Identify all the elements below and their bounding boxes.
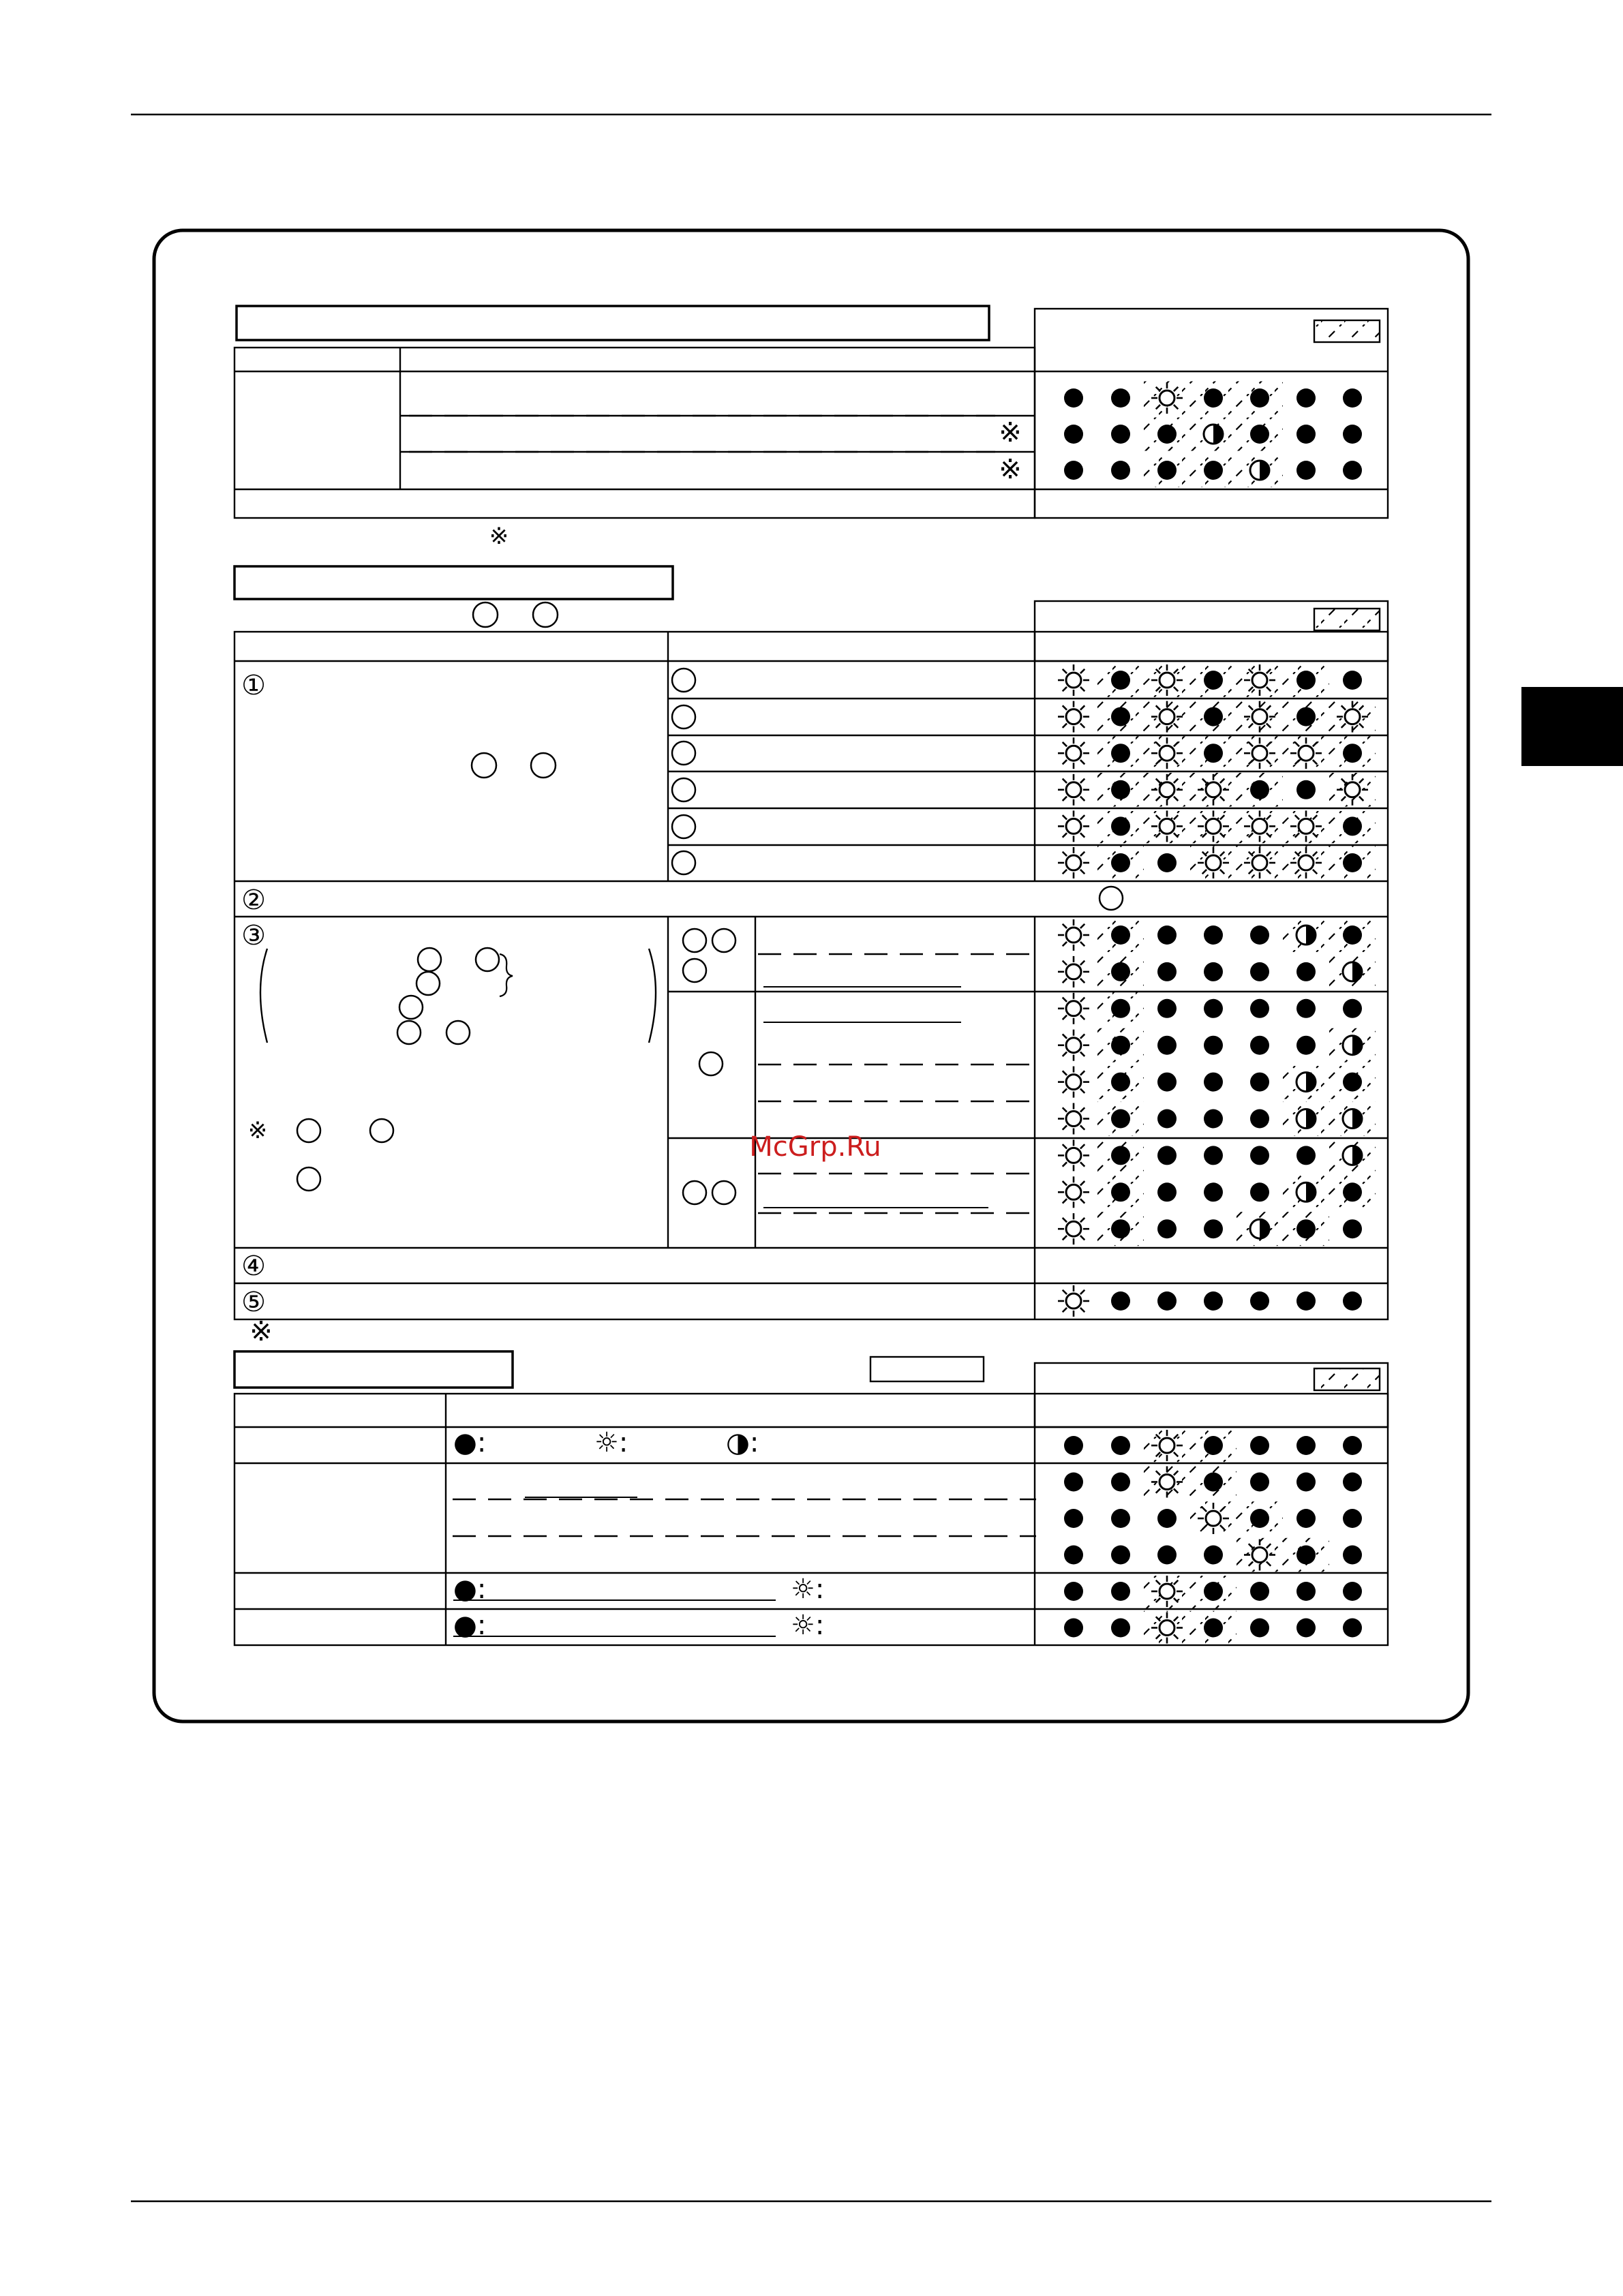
led-on-icon xyxy=(1343,388,1362,408)
led-on-icon xyxy=(1064,1619,1083,1638)
led-on-icon xyxy=(1111,1146,1130,1165)
led-on-icon xyxy=(1111,1509,1130,1528)
led-on-icon xyxy=(1111,1473,1130,1492)
note-mark: ※ xyxy=(247,1117,268,1144)
led-row xyxy=(1064,1501,1362,1535)
section-2-title-box xyxy=(234,566,673,599)
led-on-icon xyxy=(1157,853,1177,872)
led-flash-icon xyxy=(1151,774,1183,806)
led-row xyxy=(1058,1175,1376,1209)
led-on-icon xyxy=(1343,461,1362,480)
led-on-icon xyxy=(1296,962,1316,981)
led-on-icon xyxy=(1250,999,1269,1018)
led-on-icon xyxy=(1111,1546,1130,1565)
led-on-icon xyxy=(1343,816,1362,836)
section-1-led-rows xyxy=(1064,382,1362,487)
led-on-icon xyxy=(1296,1146,1316,1165)
section-3-title-box xyxy=(234,1351,513,1388)
led-row xyxy=(1058,736,1376,770)
note-mark: ※ xyxy=(999,417,1022,448)
note-mark: ※ xyxy=(999,454,1022,485)
led-on-icon xyxy=(1157,1109,1177,1129)
led-on-icon xyxy=(1204,962,1223,981)
led-on-icon xyxy=(1111,671,1130,690)
section-2-led-rows xyxy=(1058,663,1376,1317)
led-on-icon xyxy=(1157,1073,1177,1092)
section-3-sub-box xyxy=(870,1357,984,1381)
led-on-icon xyxy=(1204,461,1223,480)
led-on-icon xyxy=(1343,1473,1362,1492)
led-on-icon xyxy=(1204,671,1223,690)
led-on-icon xyxy=(1250,1291,1269,1311)
led-on-icon xyxy=(1111,999,1130,1018)
led-on-icon xyxy=(1204,1146,1223,1165)
led-row xyxy=(1064,1428,1362,1463)
led-on-icon xyxy=(1296,707,1316,726)
led-on-icon xyxy=(1343,853,1362,872)
led-on-icon xyxy=(1343,1619,1362,1638)
led-on-icon xyxy=(1250,1182,1269,1201)
led-on-icon xyxy=(1296,1291,1316,1311)
led-on-icon xyxy=(1343,1436,1362,1455)
led-on-icon xyxy=(1250,1436,1269,1455)
led-on-icon xyxy=(1157,999,1177,1018)
led-row xyxy=(1064,382,1362,415)
led-on-icon xyxy=(1064,1509,1083,1528)
led-on-icon xyxy=(1111,1109,1130,1129)
led-on-icon xyxy=(1157,925,1177,945)
led-flash-icon xyxy=(1290,810,1322,842)
led-on-icon xyxy=(1343,999,1362,1018)
led-on-icon xyxy=(1296,1509,1316,1528)
hatch-legend-swatch xyxy=(1314,1368,1380,1390)
led-on-icon xyxy=(1343,1546,1362,1565)
legend-flash: ☼: xyxy=(791,1574,825,1605)
led-on-icon xyxy=(1157,1219,1177,1238)
led-half-icon xyxy=(1250,1219,1269,1238)
led-on-icon xyxy=(1111,1436,1130,1455)
led-row xyxy=(1064,1611,1362,1645)
led-flash-icon xyxy=(1198,810,1229,842)
led-on-icon xyxy=(1157,461,1177,480)
led-on-icon xyxy=(1296,780,1316,799)
led-on-icon xyxy=(1111,780,1130,799)
led-flash-icon xyxy=(1058,1139,1089,1171)
led-on-icon xyxy=(1157,962,1177,981)
led-on-icon xyxy=(1204,1036,1223,1055)
led-flash-icon xyxy=(1058,664,1089,696)
led-on-icon xyxy=(1157,1182,1177,1201)
led-on-icon xyxy=(1204,925,1223,945)
led-on-icon xyxy=(1111,1582,1130,1601)
led-on-icon xyxy=(1111,707,1130,726)
led-row xyxy=(1058,955,1376,989)
led-row xyxy=(1058,663,1362,697)
led-flash-icon xyxy=(1337,701,1368,733)
led-flash-icon xyxy=(1290,737,1322,769)
led-row xyxy=(1058,1028,1376,1062)
section-2 xyxy=(234,566,1388,1347)
led-flash-icon xyxy=(1244,847,1275,878)
note-mark: ※ xyxy=(489,523,509,550)
led-row xyxy=(1058,1285,1362,1317)
led-on-icon xyxy=(1204,1291,1223,1311)
led-flash-icon xyxy=(1151,1430,1183,1461)
led-half-icon xyxy=(1343,1146,1362,1165)
step-3-number: ③ xyxy=(241,920,266,951)
led-on-icon xyxy=(1157,1036,1177,1055)
led-on-icon xyxy=(1204,1436,1223,1455)
led-on-icon xyxy=(1064,461,1083,480)
section-1 xyxy=(234,306,1388,550)
led-on-icon xyxy=(1250,1036,1269,1055)
led-on-icon xyxy=(1204,999,1223,1018)
section-1-table xyxy=(234,348,1035,518)
led-on-icon xyxy=(1064,1473,1083,1492)
led-row xyxy=(1058,1138,1376,1172)
led-on-icon xyxy=(1296,1219,1316,1238)
led-flash-icon xyxy=(1058,847,1089,878)
legend-on: ●: xyxy=(453,1574,487,1605)
led-on-icon xyxy=(1204,707,1223,726)
led-half-icon xyxy=(1296,1109,1316,1129)
led-on-icon xyxy=(1343,1073,1362,1092)
led-half-icon xyxy=(1343,962,1362,981)
led-row xyxy=(1064,1465,1362,1499)
led-row xyxy=(1064,454,1362,487)
led-on-icon xyxy=(1204,1073,1223,1092)
led-on-icon xyxy=(1064,1546,1083,1565)
led-flash-icon xyxy=(1058,1030,1089,1061)
led-row xyxy=(1058,1102,1376,1136)
led-on-icon xyxy=(1111,388,1130,408)
watermark: McGrp.Ru xyxy=(749,1131,881,1163)
section-3 xyxy=(234,1351,1388,1645)
led-on-icon xyxy=(1204,1219,1223,1238)
led-on-icon xyxy=(1250,1473,1269,1492)
led-on-icon xyxy=(1157,1546,1177,1565)
section-tab xyxy=(1521,687,1623,766)
led-on-icon xyxy=(1204,1546,1223,1565)
led-on-icon xyxy=(1204,388,1223,408)
led-on-icon xyxy=(1296,1436,1316,1455)
led-flash-icon xyxy=(1244,737,1275,769)
led-on-icon xyxy=(1343,925,1362,945)
led-half-icon xyxy=(1343,1036,1362,1055)
led-flash-icon xyxy=(1198,1503,1229,1534)
led-on-icon xyxy=(1250,925,1269,945)
led-flash-icon xyxy=(1151,382,1183,414)
led-on-icon xyxy=(1204,1619,1223,1638)
led-on-icon xyxy=(1296,461,1316,480)
led-flash-icon xyxy=(1058,1067,1089,1098)
led-flash-icon xyxy=(1058,956,1089,988)
led-on-icon xyxy=(1250,780,1269,799)
led-on-icon xyxy=(1296,999,1316,1018)
hatch-legend-swatch xyxy=(1314,320,1380,342)
legend-flash: ☼: xyxy=(791,1610,825,1641)
section-3-led-rows xyxy=(1064,1428,1362,1644)
led-half-icon xyxy=(1296,1073,1316,1092)
hatch-legend-swatch xyxy=(1314,609,1380,630)
led-on-icon xyxy=(1296,1582,1316,1601)
led-on-icon xyxy=(1204,1182,1223,1201)
led-on-icon xyxy=(1064,1436,1083,1455)
led-on-icon xyxy=(1343,1219,1362,1238)
led-row xyxy=(1058,1065,1376,1099)
led-flash-icon xyxy=(1058,774,1089,806)
led-on-icon xyxy=(1343,671,1362,690)
led-flash-icon xyxy=(1058,919,1089,951)
led-on-icon xyxy=(1204,744,1223,763)
led-on-icon xyxy=(1296,1546,1316,1565)
led-on-icon xyxy=(1343,1509,1362,1528)
led-on-icon xyxy=(1064,425,1083,444)
led-on-icon xyxy=(1250,1146,1269,1165)
legend-flash: ☼: xyxy=(594,1427,628,1458)
led-row xyxy=(1064,418,1362,451)
led-row xyxy=(1058,1212,1362,1246)
led-on-icon xyxy=(1250,1509,1269,1528)
led-flash-icon xyxy=(1151,664,1183,696)
led-flash-icon xyxy=(1244,1540,1275,1571)
legend-on: ●: xyxy=(453,1610,487,1641)
led-on-icon xyxy=(1111,853,1130,872)
led-flash-icon xyxy=(1198,774,1229,806)
led-on-icon xyxy=(1111,1036,1130,1055)
led-on-icon xyxy=(1111,425,1130,444)
led-on-icon xyxy=(1157,1146,1177,1165)
led-on-icon xyxy=(1296,671,1316,690)
led-flash-icon xyxy=(1058,737,1089,769)
led-half-icon xyxy=(1343,1109,1362,1129)
led-on-icon xyxy=(1111,1619,1130,1638)
led-on-icon xyxy=(1296,388,1316,408)
led-on-icon xyxy=(1111,744,1130,763)
led-flash-icon xyxy=(1151,737,1183,769)
led-row xyxy=(1064,1538,1362,1572)
led-on-icon xyxy=(1111,925,1130,945)
led-on-icon xyxy=(1296,425,1316,444)
led-on-icon xyxy=(1250,425,1269,444)
led-half-icon xyxy=(1204,425,1223,444)
led-row xyxy=(1058,846,1376,880)
led-flash-icon xyxy=(1337,774,1368,806)
led-flash-icon xyxy=(1058,1176,1089,1208)
led-flash-icon xyxy=(1151,1612,1183,1644)
led-on-icon xyxy=(1111,461,1130,480)
led-on-icon xyxy=(1250,962,1269,981)
led-on-icon xyxy=(1296,1473,1316,1492)
led-flash-icon xyxy=(1244,664,1275,696)
led-on-icon xyxy=(1250,1582,1269,1601)
led-flash-icon xyxy=(1058,701,1089,733)
led-flash-icon xyxy=(1151,810,1183,842)
led-flash-icon xyxy=(1244,701,1275,733)
led-row xyxy=(1058,810,1376,844)
section-1-title-box xyxy=(237,306,989,340)
led-on-icon xyxy=(1204,1582,1223,1601)
led-flash-icon xyxy=(1058,993,1089,1024)
led-flash-icon xyxy=(1198,847,1229,878)
led-on-icon xyxy=(1111,962,1130,981)
led-row xyxy=(1064,1574,1362,1608)
legend-on: ●: xyxy=(453,1427,487,1458)
led-on-icon xyxy=(1064,388,1083,408)
led-on-icon xyxy=(1250,1109,1269,1129)
led-on-icon xyxy=(1204,1473,1223,1492)
led-on-icon xyxy=(1250,388,1269,408)
led-on-icon xyxy=(1111,1182,1130,1201)
led-flash-icon xyxy=(1151,1576,1183,1607)
legend-half: ◑: xyxy=(726,1427,759,1458)
led-row xyxy=(1058,700,1376,734)
led-on-icon xyxy=(1296,1036,1316,1055)
led-on-icon xyxy=(1111,816,1130,836)
led-flash-icon xyxy=(1151,1467,1183,1498)
led-flash-icon xyxy=(1151,701,1183,733)
led-on-icon xyxy=(1204,1109,1223,1129)
led-flash-icon xyxy=(1244,810,1275,842)
led-on-icon xyxy=(1296,1619,1316,1638)
led-row xyxy=(1058,773,1376,807)
led-on-icon xyxy=(1157,1509,1177,1528)
led-row xyxy=(1058,992,1362,1026)
step-2-number: ② xyxy=(241,885,266,916)
led-on-icon xyxy=(1343,1291,1362,1311)
led-half-icon xyxy=(1296,1182,1316,1201)
led-flash-icon xyxy=(1058,1213,1089,1244)
led-on-icon xyxy=(1250,1073,1269,1092)
led-flash-icon xyxy=(1058,1285,1089,1317)
led-on-icon xyxy=(1343,1582,1362,1601)
led-on-icon xyxy=(1157,425,1177,444)
led-flash-icon xyxy=(1058,810,1089,842)
step-5-number: ⑤ xyxy=(241,1287,266,1318)
led-flash-icon xyxy=(1058,1103,1089,1135)
step-1-number: ① xyxy=(241,670,266,701)
step-4-number: ④ xyxy=(241,1251,266,1282)
led-row xyxy=(1058,918,1376,952)
led-on-icon xyxy=(1250,1619,1269,1638)
led-on-icon xyxy=(1157,1291,1177,1311)
note-mark: ※ xyxy=(249,1316,273,1347)
led-flash-icon xyxy=(1290,847,1322,878)
led-on-icon xyxy=(1343,1182,1362,1201)
led-on-icon xyxy=(1343,425,1362,444)
led-half-icon xyxy=(1250,461,1269,480)
led-on-icon xyxy=(1064,1582,1083,1601)
led-on-icon xyxy=(1111,1291,1130,1311)
led-on-icon xyxy=(1111,1219,1130,1238)
led-on-icon xyxy=(1111,1073,1130,1092)
led-on-icon xyxy=(1343,744,1362,763)
led-half-icon xyxy=(1296,925,1316,945)
